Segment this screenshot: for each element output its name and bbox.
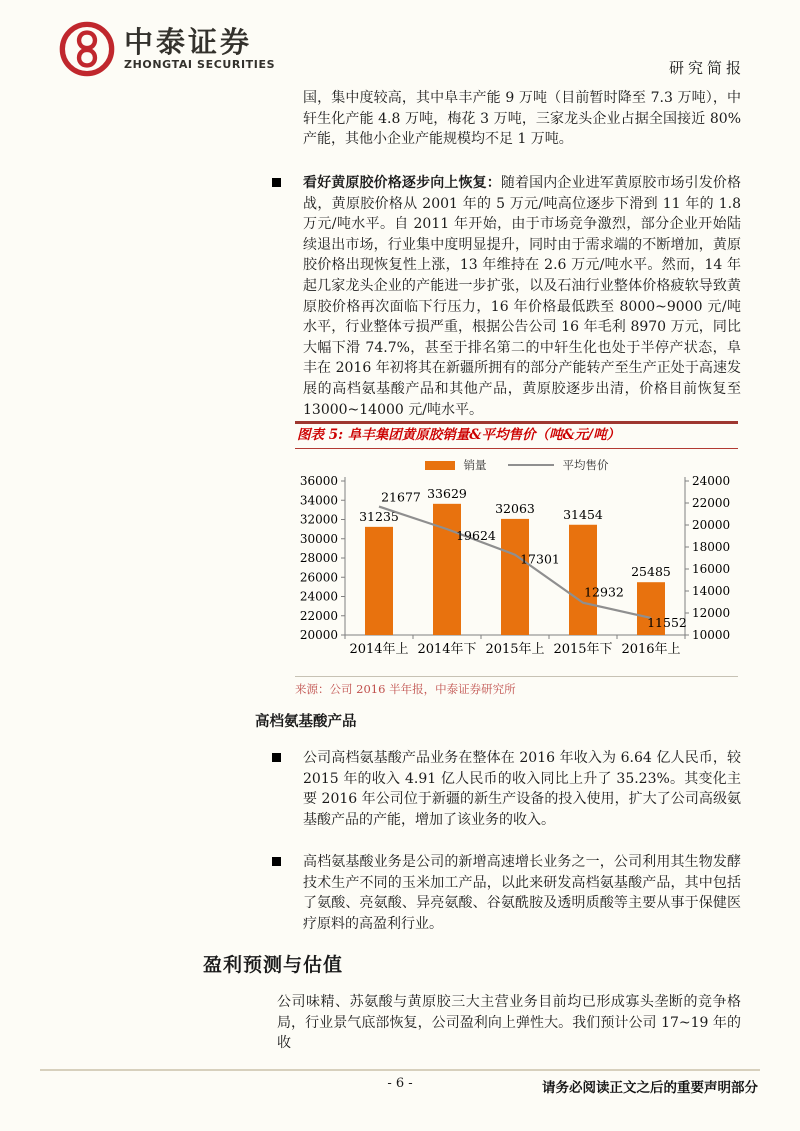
zhongtai-logo-icon (58, 20, 116, 78)
svg-text:2015年上: 2015年上 (485, 642, 545, 657)
footer-divider (40, 1069, 760, 1071)
bullet-lead: 看好黄原胶价格逐步向上恢复： (303, 175, 501, 191)
footer-disclaimer: 请务必阅读正文之后的重要声明部分 (542, 1080, 758, 1096)
chart-legend (295, 458, 738, 472)
svg-text:30000: 30000 (299, 531, 338, 546)
svg-text:28000: 28000 (299, 551, 338, 565)
svg-text:2016年上: 2016年上 (621, 642, 681, 657)
svg-text:22000: 22000 (299, 608, 338, 623)
svg-text:25485: 25485 (631, 564, 671, 580)
brand-name-cn: 中泰证券 (124, 25, 253, 59)
bullet-amino-revenue (272, 748, 741, 830)
svg-text:20000: 20000 (299, 628, 338, 642)
svg-text:31454: 31454 (563, 506, 603, 522)
svg-text:32000: 32000 (299, 512, 338, 527)
svg-text:12000: 12000 (692, 606, 731, 620)
svg-text:21677: 21677 (381, 489, 421, 505)
svg-text:31235: 31235 (359, 508, 399, 524)
bar-2014年上 (365, 527, 393, 635)
svg-text:10000: 10000 (692, 628, 731, 642)
svg-text:24000: 24000 (692, 474, 731, 488)
svg-text:17301: 17301 (520, 551, 560, 567)
bullet-amino-business-text: 高档氨基酸业务是公司的新增高速增长业务之一，公司利用其生物发酵技术生产不同的玉米加工产品，以此来研发高档氨基酸产品，其中包括了氨酸、亮氨酸、异亮氨酸、谷氨酰胺及透明质酸等主要从事于保健医疗原料的高盈利行业。 (303, 854, 741, 932)
sales-price-chart (295, 474, 738, 674)
svg-text:2014年下: 2014年下 (417, 642, 477, 657)
bar-2015年上 (501, 519, 529, 635)
legend-label-price: 平均售价 (562, 458, 609, 472)
report-header-logo (58, 20, 275, 78)
svg-text:34000: 34000 (299, 493, 338, 508)
brand-name-en: ZHONGTAI SECURITIES (124, 58, 276, 71)
svg-text:16000: 16000 (692, 562, 731, 576)
svg-text:24000: 24000 (299, 589, 338, 604)
svg-text:11552: 11552 (647, 614, 687, 630)
svg-text:19624: 19624 (456, 528, 496, 544)
paragraph-forecast: 公司味精、苏氨酸与黄原胶三大主营业务目前均已形成寡头垄断的竞争格局，行业景气底部恢复，公司盈利向上弹性大。我们预计公司 17~19 年的收 (277, 994, 741, 1052)
bullet-amino-business (272, 852, 741, 934)
svg-text:32063: 32063 (495, 500, 535, 516)
paragraph-capacity: 国，集中度较高，其中阜丰产能 9 万吨（目前暂时降至 7.3 万吨），中轩生化产能 4.8 万吨，梅花 3 万吨，三家龙头企业占据全国接近 80%产能，其他小企业产能规模均不足 1 万吨。 (303, 90, 741, 148)
section-heading-forecast: 盈利预测与估值 (203, 954, 344, 976)
bullet-marker (272, 753, 281, 762)
figure-5 (295, 421, 738, 697)
bar-2014年下 (433, 504, 461, 635)
svg-text:12932: 12932 (584, 584, 624, 600)
bar-2015年下 (569, 525, 597, 635)
svg-text:36000: 36000 (299, 474, 338, 488)
legend-bar-swatch (425, 461, 455, 470)
page-number: - 6 - (387, 1076, 413, 1091)
doc-type-label: 研究简报 (668, 59, 745, 77)
brand-text (124, 26, 275, 72)
svg-text:22000: 22000 (692, 496, 731, 510)
svg-text:18000: 18000 (692, 540, 731, 554)
legend-label-sales: 销量 (463, 458, 487, 472)
bullet-xanthan-price-text (303, 173, 741, 420)
section-heading-amino: 高档氨基酸产品 (255, 713, 357, 730)
bullet-amino-revenue-text: 公司高档氨基酸产品业务在整体在 2016 年收入为 6.64 亿人民币，较 2015 年的收入 4.91 亿人民币的收入同比上升了 35.23%。其变化主要 2016 年公司位于新疆的新生产设备的投入使用，扩大了公司高级氨基酸产品的产能，增加了该业务的收入。 (303, 750, 741, 828)
svg-text:20000: 20000 (692, 518, 731, 532)
svg-text:26000: 26000 (299, 570, 338, 585)
figure-source: 来源：公司 2016 半年报，中泰证券研究所 (295, 676, 738, 697)
figure-title: 图表 5: 阜丰集团黄原胶销量&平均售价（吨&元/吨） (295, 421, 738, 449)
bullet-marker (272, 857, 281, 866)
svg-text:2015年下: 2015年下 (553, 642, 613, 657)
bullet-body: 随着国内企业进军黄原胶市场引发价格战，黄原胶价格从 2001 年的 5 万元/吨高位逐步下滑到 11 年的 1.8 万元/吨水平。自 2011 年开始，由于市场竞争激烈，部分企业开始陆续退出市场，行业集中度明显提升，同时由于需求端的不断增加，黄原胶价格出现恢复性上涨，13 年维持在 2.6 万元/吨水平。然而，14 年起几家龙头企业的产能进一步扩张，以及石油行业整体价格疲软导致黄原胶价格再次面临下行压力，16 年价格最低跌至 8000~9000 元/吨水平，行业整体亏损严重，根据公告公司 16 年毛利 8970 万元，同比大幅下滑 74.7%，甚至于排名第二的中轩生化也处于半停产状态，阜丰在 2016 年初将其在新疆所拥有的部分产能转产至生产正处于高速发展的高档氨基酸产品和其他产品，黄原胶逐步出清，价格目前恢复至 13000~14000 元/吨水平。 (303, 175, 742, 418)
bullet-xanthan-price (272, 173, 741, 420)
legend-line-swatch (508, 464, 554, 466)
svg-text:33629: 33629 (427, 485, 467, 501)
bullet-marker (272, 178, 281, 187)
svg-text:14000: 14000 (692, 584, 731, 598)
svg-text:2014年上: 2014年上 (349, 642, 409, 657)
